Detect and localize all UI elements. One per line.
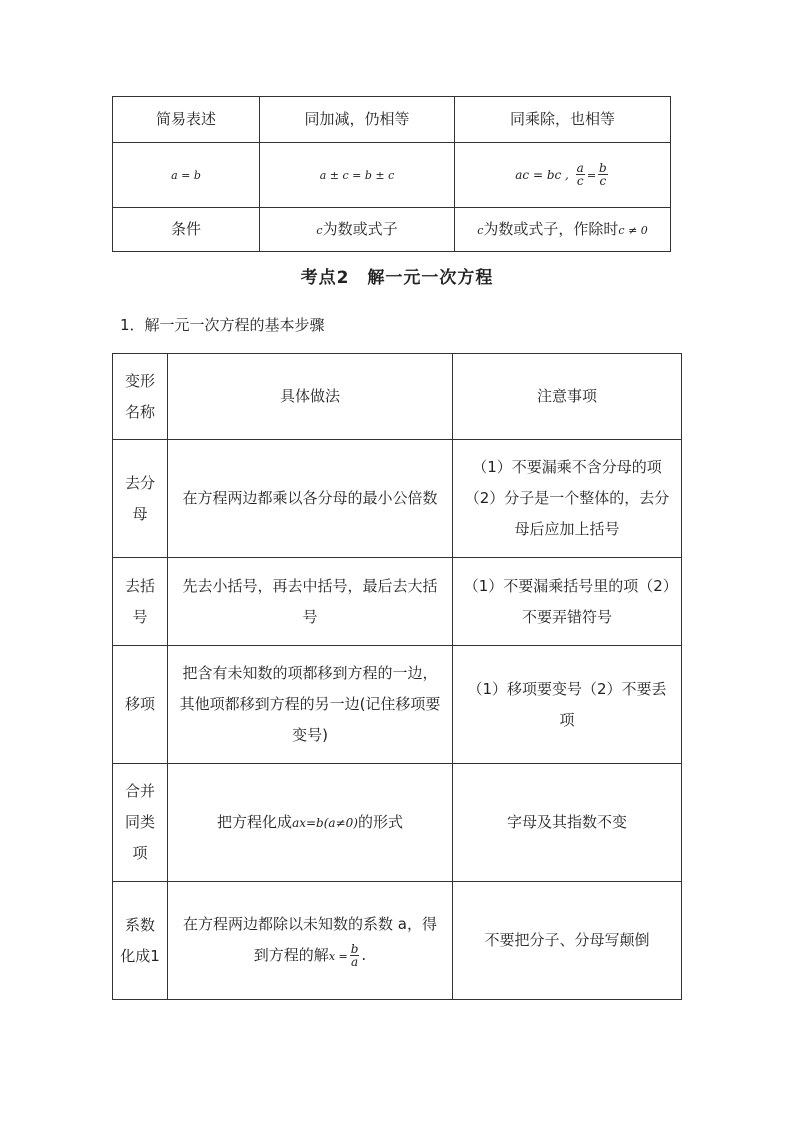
step-name: 合并同类项 [113, 764, 168, 882]
fraction-numerator: b [599, 161, 607, 175]
formula-label-cell [113, 143, 260, 208]
formula-a-eq-b: a = b [171, 169, 201, 182]
step-name: 去分母 [113, 440, 168, 558]
solving-steps-table [112, 353, 682, 1000]
table-row [113, 646, 682, 764]
cond-var: c [316, 223, 323, 237]
table-row [113, 208, 671, 252]
fraction-numerator: a [576, 161, 584, 175]
table-row [113, 97, 671, 143]
step-note: 字母及其指数不变 [453, 764, 682, 882]
method-end: . [361, 946, 367, 964]
table-row [113, 558, 682, 646]
table-row [113, 354, 682, 440]
method-expr: ax=b(a≠0) [292, 815, 358, 830]
header-name: 变形名称 [113, 354, 168, 440]
step-note: （1）不要漏乘括号里的项（2）不要弄错符号 [453, 558, 682, 646]
step-note: 不要把分子、分母写颠倒 [453, 882, 682, 1000]
fraction-b-over-c [598, 162, 608, 187]
rule-add-cell: 同加减，仍相等 [260, 97, 455, 143]
rule-mul-cell: 同乘除，也相等 [455, 97, 671, 143]
step-method: 把含有未知数的项都移到方程的一边，其他项都移到方程的另一边(记住移项要变号) [168, 646, 453, 764]
step-note [453, 440, 682, 558]
header-method: 具体做法 [168, 354, 453, 440]
fraction-numerator: b [350, 942, 359, 956]
cond-label-cell: 条件 [113, 208, 260, 252]
fraction-denominator: a [351, 955, 359, 969]
cond-mul-cell [455, 208, 671, 252]
row-label-simple: 简易表述 [113, 97, 260, 143]
table-row [113, 764, 682, 882]
table-row [113, 440, 682, 558]
equals-sign: = [586, 169, 597, 182]
step-note: （1）移项要变号（2）不要丢项 [453, 646, 682, 764]
equation-properties-table [112, 96, 671, 252]
cond-var: c [477, 223, 484, 237]
step-method: 在方程两边都乘以各分母的最小公倍数 [168, 440, 453, 558]
note-line: （2）分子是一个整体的，去分母后应加上括号 [464, 489, 670, 538]
method-prefix: 把方程化成 [217, 812, 293, 831]
step-method: 先去小括号，再去中括号，最后去大括号 [168, 558, 453, 646]
cond-mul-expr: c ≠ 0 [618, 223, 648, 237]
table-row [113, 882, 682, 1000]
note-line: （1）不要漏乘不含分母的项 [472, 458, 662, 476]
table-row [113, 143, 671, 208]
cond-add-cell [260, 208, 455, 252]
cond-mul-text: 为数或式子，作除时 [483, 219, 619, 238]
step-method [168, 882, 453, 1000]
method-suffix: 的形式 [357, 812, 403, 831]
formula-mul: ac = bc , [515, 168, 569, 182]
header-note: 注意事项 [453, 354, 682, 440]
fraction-denominator: c [576, 174, 584, 188]
formula-mul-cell [455, 143, 671, 208]
section-title: 考点2 解一元一次方程 [300, 268, 494, 288]
step-name: 移项 [113, 646, 168, 764]
fraction-b-over-a [350, 943, 360, 968]
method-text: 在方程两边都除以未知数的系数 a，得到方程的解 [183, 915, 437, 964]
formula-add-cell [260, 143, 455, 208]
subheading: 1．解一元一次方程的基本步骤 [120, 316, 325, 334]
solution-x: x = [328, 950, 348, 963]
cond-add-text: 为数或式子 [322, 219, 398, 238]
formula-add: a ± c = b ± c [319, 169, 395, 182]
fraction-denominator: c [599, 174, 607, 188]
step-name: 系数化成1 [113, 882, 168, 1000]
step-name: 去括号 [113, 558, 168, 646]
step-method [168, 764, 453, 882]
fraction-a-over-c [576, 162, 585, 187]
